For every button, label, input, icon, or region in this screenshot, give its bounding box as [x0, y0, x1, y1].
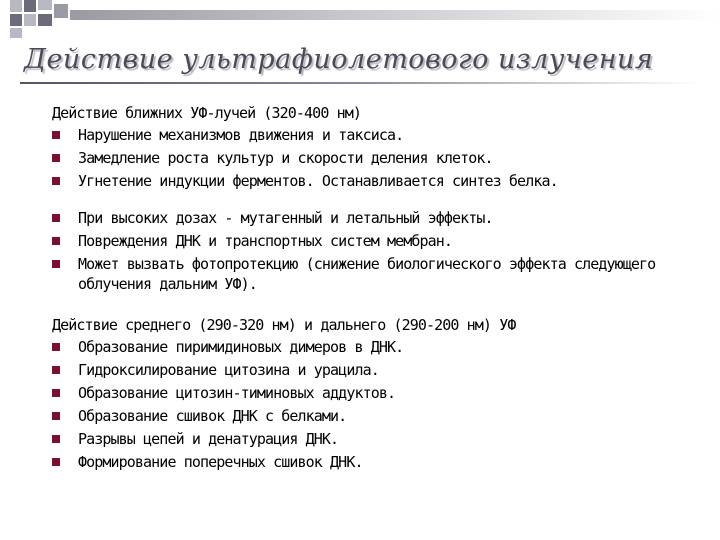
list-item: Разрывы цепей и денатурация ДНК.: [52, 429, 702, 452]
list-item: Может вызвать фотопротекцию (снижение биологического эффекта следующего облучения дальним УФ).: [52, 254, 702, 294]
square-bullet-icon: [52, 131, 60, 139]
square-bullet-icon: [52, 214, 60, 222]
square-bullet-icon: [52, 260, 60, 268]
gradient-strip: [70, 10, 720, 20]
square-bullet-icon: [52, 458, 60, 466]
section2-heading: Действие среднего (290-320 нм) и дальнего (290-200 нм) УФ: [52, 316, 516, 334]
list-item: Гидроксилирование цитозина и урацила.: [52, 360, 702, 383]
decorative-square-6: [38, 14, 52, 26]
list-item: Образование цитозин-тиминовых аддуктов.: [52, 383, 702, 406]
list-item: Угнетение индукции ферментов. Останавливается синтез белка.: [52, 171, 702, 194]
square-bullet-icon: [52, 366, 60, 374]
square-bullet-icon: [52, 343, 60, 351]
list-item: При высоких дозах - мутагенный и летальный эффекты.: [52, 208, 702, 231]
slide-title: Действие ультрафиолетового излучения: [24, 44, 654, 75]
square-bullet-icon: [52, 389, 60, 397]
square-bullet-icon: [52, 177, 60, 185]
square-bullet-icon: [52, 237, 60, 245]
decorative-square-4: [10, 14, 22, 26]
decorative-square-2: [24, 0, 36, 12]
title-underline: [20, 82, 700, 84]
decorative-square-3: [38, 0, 52, 10]
list-item: Образование сшивок ДНК с белками.: [52, 406, 702, 429]
square-bullet-icon: [52, 412, 60, 420]
list-item: Повреждения ДНК и транспортных систем мембран.: [52, 231, 702, 254]
square-bullet-icon: [52, 154, 60, 162]
decorative-square-7: [10, 28, 22, 38]
list-item: Формирование поперечных сшивок ДНК.: [52, 452, 702, 475]
square-bullet-icon: [52, 435, 60, 443]
decorative-square-5: [24, 14, 36, 26]
title-decoration-bar: [0, 0, 720, 24]
decorative-square-1: [10, 0, 22, 12]
list-item: Образование пиримидиновых димеров в ДНК.: [52, 337, 702, 360]
section1-heading: Действие ближних УФ-лучей (320-400 нм): [52, 104, 361, 122]
list-item: Замедление роста культур и скорости деления клеток.: [52, 148, 702, 171]
decorative-square-8: [54, 4, 68, 18]
list-item: Нарушение механизмов движения и таксиса.: [52, 125, 702, 148]
slide-content: [52, 102, 702, 475]
